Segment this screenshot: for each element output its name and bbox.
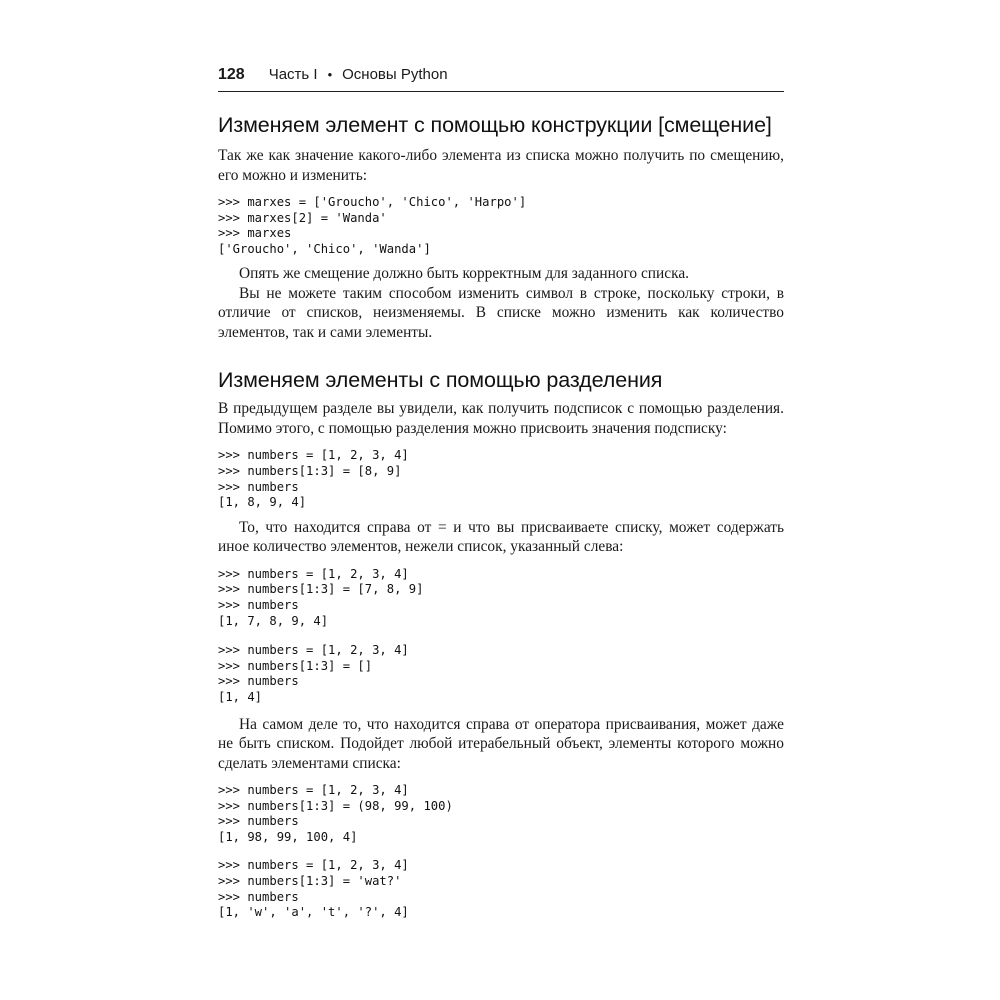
paragraph-right-side: То, что находится справа от = и что вы присваиваете списку, может содержать иное количество элементов, нежели список, указанный слева: [218,518,784,556]
paragraph-offset-valid: Опять же смещение должно быть корректным для заданного списка. [239,265,690,283]
code-block-marxes: >>> marxes = ['Groucho', 'Chico', 'Harpo'] >>> marxes[2] = 'Wanda' >>> marxes ['Groucho', 'Chico', 'Wanda'] [218,195,527,256]
code-block-slice-1: >>> numbers = [1, 2, 3, 4] >>> numbers[1:3] = [8, 9] >>> numbers [1, 8, 9, 4] [218,448,409,510]
book-page [218,66,784,921]
section-heading-offset: Изменяем элемент с помощью конструкции [смещение] [218,113,772,137]
code-block-slice-5: >>> numbers = [1, 2, 3, 4] >>> numbers[1:3] = 'wat?' >>> numbers [1, 'w', 'a', 't', '?', 4] [218,858,409,920]
chapter-label: Основы Python [342,66,448,83]
paragraph-offset-intro: Так же как значение какого-либо элемента из списка можно получить по смещению, его можно и изменить: [218,147,784,184]
part-label: Часть I [268,66,318,83]
code-block-slice-3: >>> numbers = [1, 2, 3, 4] >>> numbers[1:3] = [] >>> numbers [1, 4] [218,643,409,704]
paragraph-strings-immutable: Вы не можете таким способом изменить символ в строке, поскольку строки, в отличие от списков, неизменяемы. В списке можно изменить как количество элементов, так и сами элементы. [218,284,784,341]
code-block-slice-4: >>> numbers = [1, 2, 3, 4] >>> numbers[1:3] = (98, 99, 100) >>> numbers [1, 98, 99, 100, 4] [218,783,453,844]
bullet-separator: • [327,67,333,82]
paragraph-iterable: На самом деле то, что находится справа от оператора присваивания, может даже не быть списком. Подойдет любой итерабельный объект, элементы которого можно сделать элементами списка: [218,715,784,772]
paragraph-slice-intro: В предыдущем разделе вы увидели, как получить подсписок с помощью разделения. Помимо этого, с помощью разделения можно присвоить значения подсписку: [218,400,784,437]
running-header [218,66,784,92]
code-block-slice-2: >>> numbers = [1, 2, 3, 4] >>> numbers[1:3] = [7, 8, 9] >>> numbers [1, 7, 8, 9, 4] [218,566,424,628]
section-heading-slice: Изменяем элементы с помощью разделения [218,368,663,393]
page-number: 128 [218,66,245,83]
